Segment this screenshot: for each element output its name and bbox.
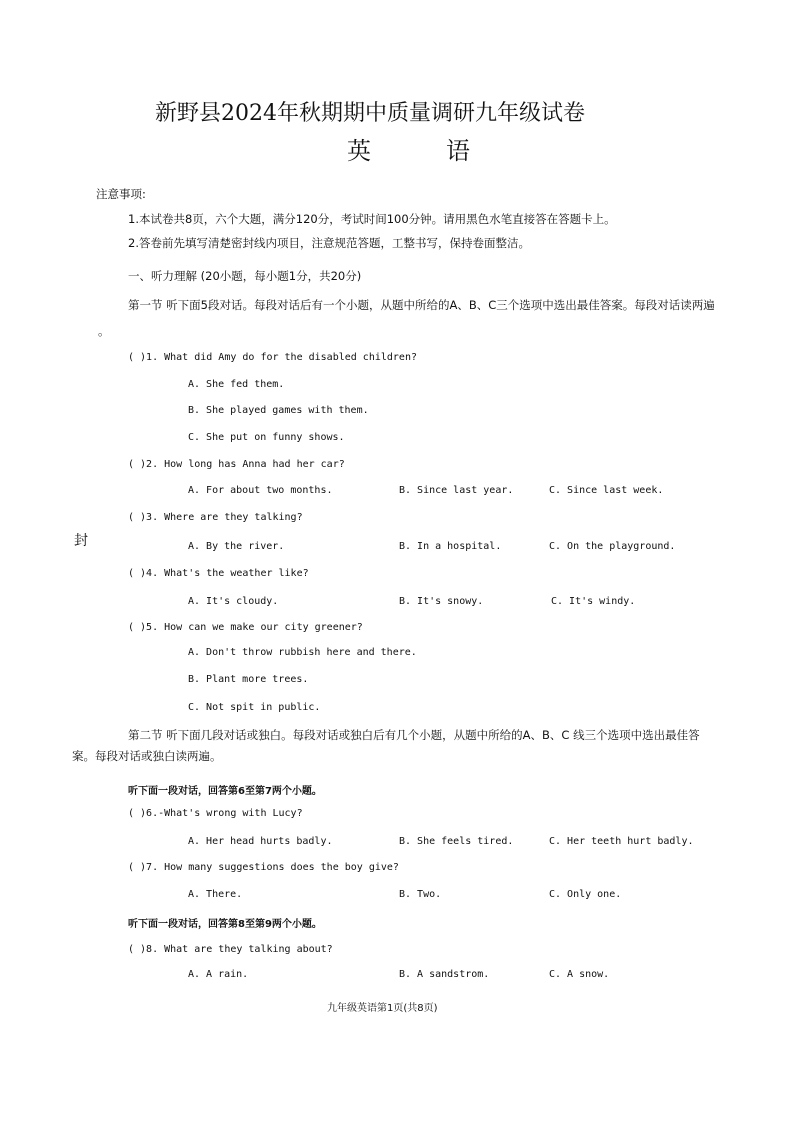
subject-char-left: 英 [347, 137, 371, 165]
question-2-option-c: C. Since last week. [549, 485, 664, 496]
question-1-option-c: C. She put on funny shows. [188, 432, 345, 443]
question-6-option-c: C. Her teeth hurt badly. [549, 836, 694, 847]
question-3-stem: ( )3. Where are they talking? [128, 512, 303, 523]
question-5-option-b: B. Plant more trees. [188, 674, 309, 685]
question-2-option-a: A. For about two months. [188, 485, 333, 496]
listen-instruction-6-7: 听下面一段对话，回答第6至第7两个小题。 [128, 786, 322, 797]
page-footer: 九年级英语第1页(共8页) [327, 1003, 438, 1014]
question-8-option-b: B. A sandstrom. [399, 969, 490, 980]
question-6-stem: ( )6.-What's wrong with Lucy? [128, 808, 303, 819]
question-7-stem: ( )7. How many suggestions does the boy give? [128, 862, 399, 873]
question-7-option-c: C. Only one. [549, 889, 622, 900]
section2-instruction: 第二节 听下面几段对话或独白。每段对话或独白后有几个小题，从题中所给的A、B、C 线三个选项中选出最佳答 [128, 728, 700, 742]
question-8-option-c: C. A snow. [549, 969, 610, 980]
question-5-option-c: C. Not spit in public. [188, 702, 321, 713]
question-7-option-b: B. Two. [399, 889, 442, 900]
section1-instruction: 第一节 听下面5段对话。每段对话后有一个小题，从题中所给的A、B、C三个选项中选出最佳答案。每段对话读两遍 [128, 298, 715, 312]
question-5-stem: ( )5. How can we make our city greener? [128, 622, 363, 633]
part1-heading: 一、听力理解 (20小题，每小题1分，共20分) [128, 269, 362, 283]
question-4-option-b: B. It's snowy. [399, 596, 484, 607]
section2-instruction-cont: 案。每段对话或独白读两遍。 [72, 749, 222, 763]
question-6-option-b: B. She feels tired. [399, 836, 514, 847]
question-3-option-a: A. By the river. [188, 541, 285, 552]
question-8-option-a: A. A rain. [188, 969, 249, 980]
question-4-stem: ( )4. What's the weather like? [128, 568, 309, 579]
question-5-option-a: A. Don't throw rubbish here and there. [188, 647, 417, 658]
question-3-option-b: B. In a hospital. [399, 541, 502, 552]
question-1-stem: ( )1. What did Amy do for the disabled children? [128, 352, 417, 363]
seal-character: 封 [74, 533, 88, 549]
question-1-option-a: A. She fed them. [188, 379, 285, 390]
question-4-option-a: A. It's cloudy. [188, 596, 279, 607]
question-2-option-b: B. Since last year. [399, 485, 514, 496]
question-6-option-a: A. Her head hurts badly. [188, 836, 333, 847]
question-4-option-c: C. It's windy. [551, 596, 636, 607]
notice-heading: 注意事项: [96, 187, 146, 201]
notice-item-1: 1.本试卷共8页，六个大题，满分120分，考试时间100分钟。请用黑色水笔直接答在答题卡上。 [128, 212, 616, 226]
question-7-option-a: A. There. [188, 889, 243, 900]
section1-instruction-cont: 。 [98, 324, 110, 338]
question-2-stem: ( )2. How long has Anna had her car? [128, 459, 345, 470]
exam-title: 新野县2024年秋期期中质量调研九年级试卷 [155, 101, 585, 126]
listen-instruction-8-9: 听下面一段对话，回答第8至第9两个小题。 [128, 919, 322, 930]
notice-item-2: 2.答卷前先填写清楚密封线内项目，注意规范答题，工整书写，保持卷面整洁。 [128, 236, 530, 250]
question-3-option-c: C. On the playground. [549, 541, 676, 552]
question-8-stem: ( )8. What are they talking about? [128, 944, 333, 955]
subject-char-right: 语 [446, 137, 470, 165]
question-1-option-b: B. She played games with them. [188, 405, 369, 416]
